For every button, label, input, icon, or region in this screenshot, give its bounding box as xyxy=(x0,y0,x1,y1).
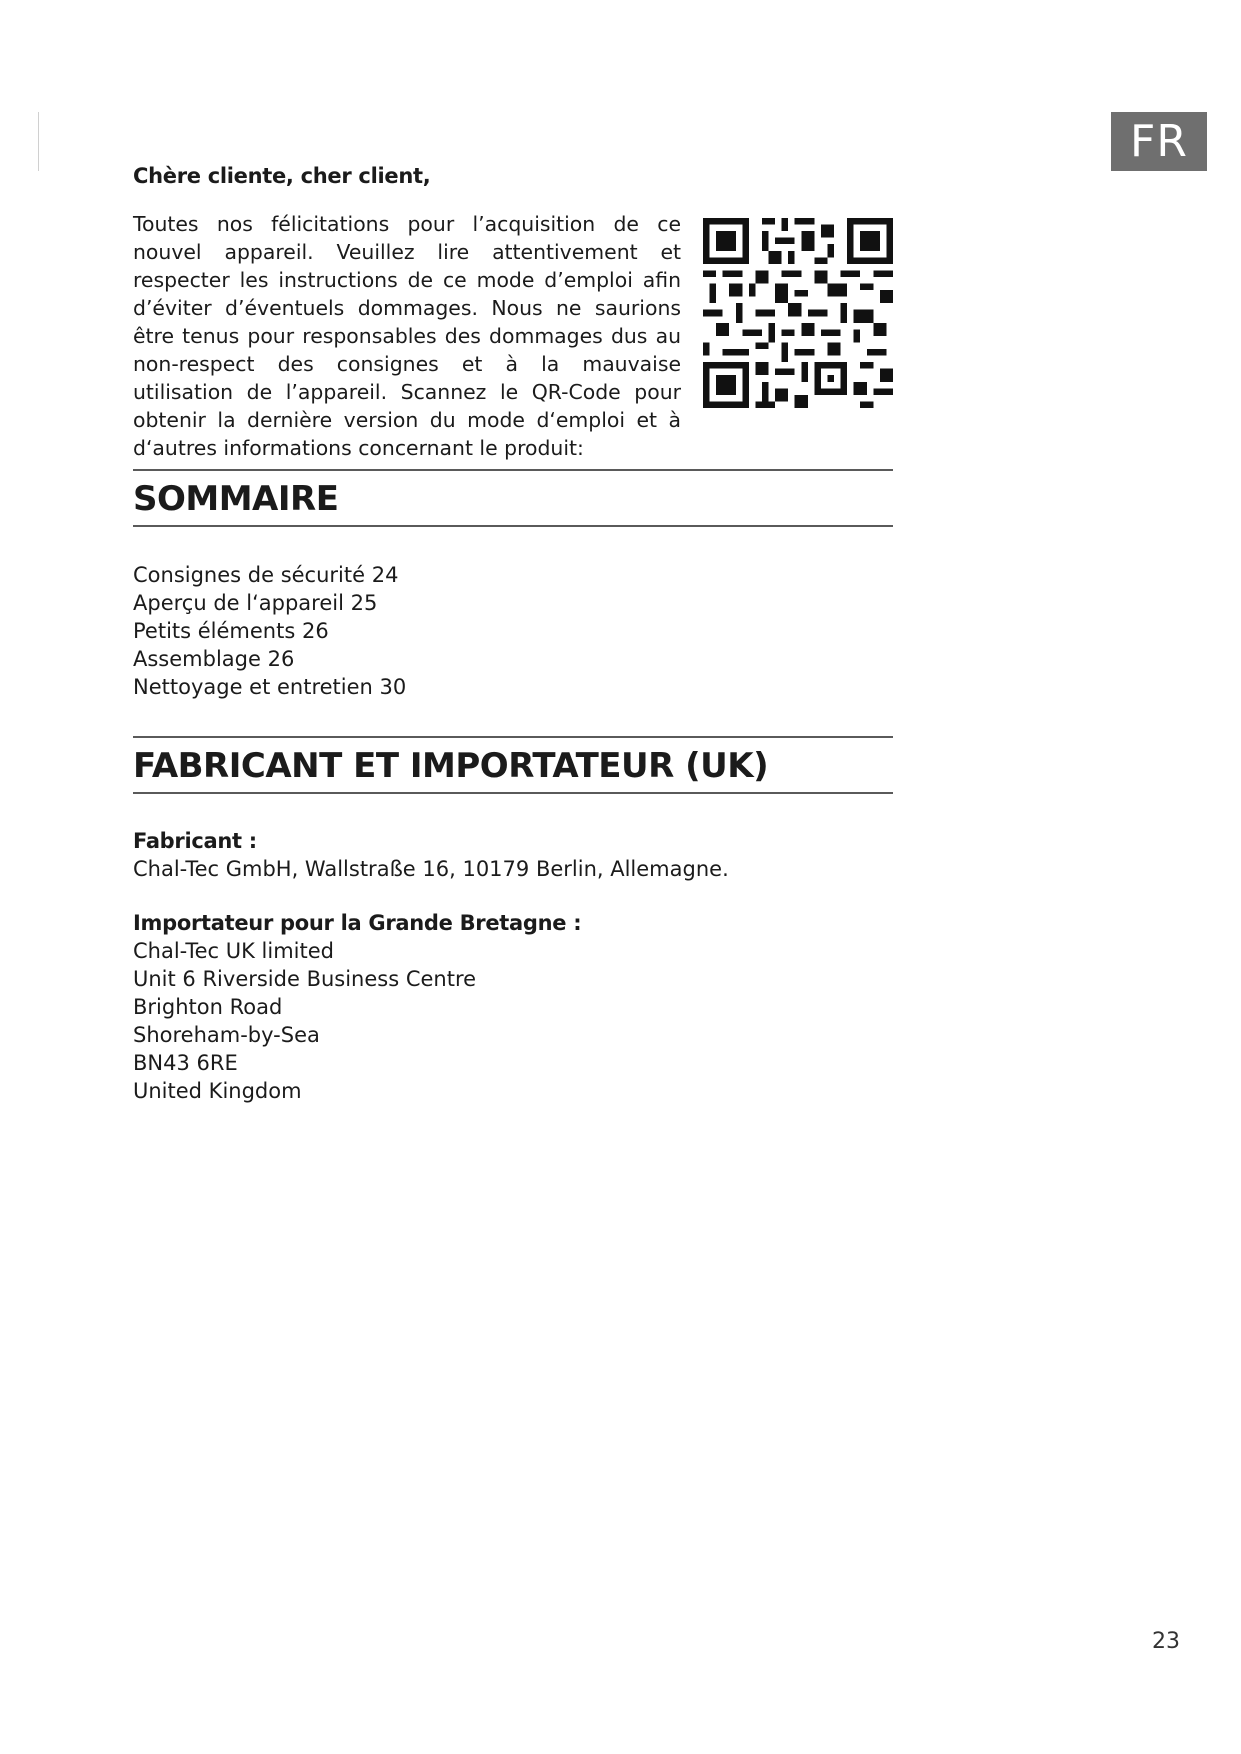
sommaire-section xyxy=(133,469,893,701)
toc-item[interactable]: Nettoyage et entretien 30 xyxy=(133,675,407,699)
fabricant-content xyxy=(133,827,893,1105)
intro-line: pour responsables des dommages dus au non-respect xyxy=(133,324,682,376)
importer-block xyxy=(133,909,893,1105)
toc-item[interactable]: Aperçu de l‘appareil 25 xyxy=(133,591,378,615)
greeting: Chère cliente, cher client, xyxy=(133,164,431,188)
intro-line: les instructions de ce mode d’emploi afin d’éviter xyxy=(133,268,681,320)
page-number: 23 xyxy=(1152,1629,1180,1654)
fabricant-title: FABRICANT ET IMPORTATEUR (UK) xyxy=(133,746,769,786)
toc-item[interactable]: Consignes de sécurité 24 xyxy=(133,563,399,587)
intro-row xyxy=(133,210,893,458)
importer-line: United Kingdom xyxy=(133,1079,302,1103)
intro-line: Toutes nos félicitations pour l’acquisition de ce nouvel xyxy=(133,212,681,264)
importer-line: Shoreham-by-Sea xyxy=(133,1023,320,1047)
intro-paragraph xyxy=(133,210,681,462)
intro-line: des consignes et à la mauvaise utilisation de l’appareil. xyxy=(133,352,682,404)
intro-line: mode d‘emploi et à d‘autres informations concernant le xyxy=(133,408,681,460)
importer-line: Unit 6 Riverside Business Centre xyxy=(133,967,477,991)
margin-line xyxy=(38,112,39,171)
toc-item[interactable]: Assemblage 26 xyxy=(133,647,295,671)
toc-item[interactable]: Petits éléments 26 xyxy=(133,619,329,643)
intro-line: produit: xyxy=(504,436,584,460)
importer-line: Brighton Road xyxy=(133,995,283,1019)
qr-code-icon xyxy=(703,218,893,408)
page-content xyxy=(133,164,893,1105)
intro-line: Scannez le QR-Code pour obtenir la dernière version du xyxy=(133,380,682,432)
importer-line: Chal-Tec UK limited xyxy=(133,939,334,963)
manufacturer-address: Chal-Tec GmbH, Wallstraße 16, 10179 Berlin, Allemagne. xyxy=(133,857,729,881)
section-rule-bottom xyxy=(133,525,893,527)
sommaire-title: SOMMAIRE xyxy=(133,479,339,519)
importer-line: BN43 6RE xyxy=(133,1051,238,1075)
table-of-contents xyxy=(133,561,893,701)
intro-line: appareil. Veuillez lire attentivement et respecter xyxy=(133,240,682,292)
intro-line: d’éventuels dommages. Nous ne saurions être tenus xyxy=(133,296,681,348)
language-tab: FR xyxy=(1111,112,1207,171)
fabricant-section xyxy=(133,736,893,1105)
importer-label: Importateur pour la Grande Bretagne : xyxy=(133,911,582,935)
manufacturer-label: Fabricant : xyxy=(133,829,257,853)
section-rule-bottom xyxy=(133,792,893,794)
